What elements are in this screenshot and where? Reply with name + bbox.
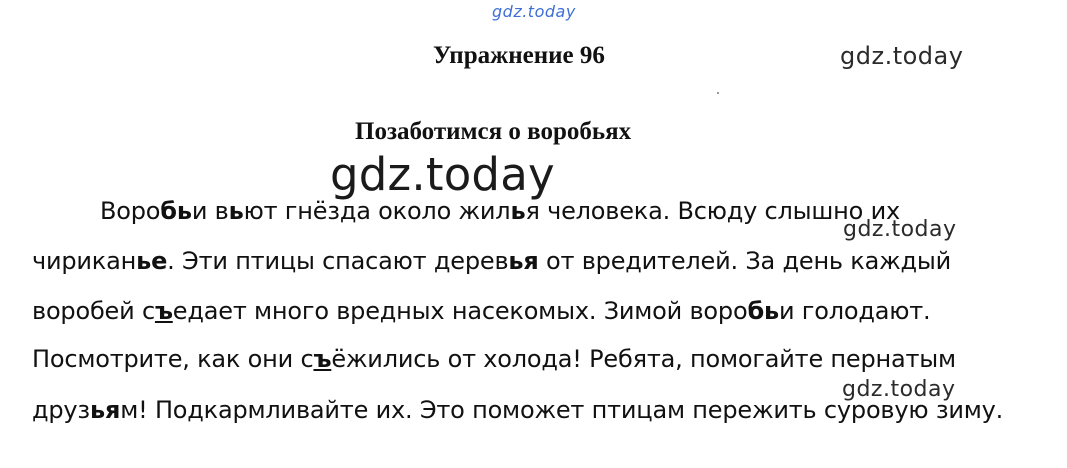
highlighted-letters: ья — [508, 247, 539, 275]
text-fragment: ёжились от холода! Ребята, помогайте пернатым — [331, 345, 956, 373]
text-fragment: чирикан — [32, 247, 137, 275]
text-line-4 — [32, 345, 956, 373]
highlighted-letters: бь — [747, 297, 779, 325]
text-fragment: едает много вредных насекомых. Зимой воро — [172, 297, 748, 325]
highlighted-letters: ъ — [154, 297, 173, 325]
text-line-2 — [32, 247, 951, 275]
text-line-3 — [32, 297, 930, 325]
text-fragment: воробей с — [32, 297, 155, 325]
watermark-top: gdz.today — [492, 2, 576, 21]
exercise-heading: Упражнение 96 — [433, 42, 605, 69]
text-fragment: от вредителей. За день каждый — [538, 247, 952, 275]
highlighted-letters: бь — [160, 197, 192, 225]
text-fragment: м! Подкармливайте их. Это поможет птицам пережить суровую зиму. — [120, 396, 1004, 424]
watermark-right-upper: gdz.today — [840, 42, 964, 70]
text-fragment: Воро — [100, 197, 161, 225]
highlighted-letters: ь — [510, 197, 526, 225]
highlighted-letters: ья — [90, 396, 121, 424]
highlighted-letters: ь — [228, 197, 244, 225]
text-fragment: . Эти птицы спасают дерев — [167, 247, 509, 275]
text-fragment: и голодают. — [778, 297, 931, 325]
text-fragment: Посмотрите, как они с — [32, 345, 314, 373]
highlighted-letters: ъ — [313, 345, 332, 373]
text-fragment: и в — [191, 197, 229, 225]
scan-dot — [717, 92, 719, 94]
watermark-large: gdz.today — [330, 148, 555, 201]
text-fragment: я человека. Всюду слышно их — [525, 197, 900, 225]
text-line-1 — [100, 197, 900, 225]
text-fragment: ют гнёзда около жил — [243, 197, 511, 225]
text-title: Позаботимся о воробьях — [355, 118, 632, 145]
text-line-5 — [32, 396, 1003, 424]
text-fragment: друз — [32, 396, 90, 424]
highlighted-letters: ье — [136, 247, 168, 275]
watermark-right-lower: gdz.today — [842, 377, 956, 402]
watermark-right-middle: gdz.today — [843, 217, 957, 242]
